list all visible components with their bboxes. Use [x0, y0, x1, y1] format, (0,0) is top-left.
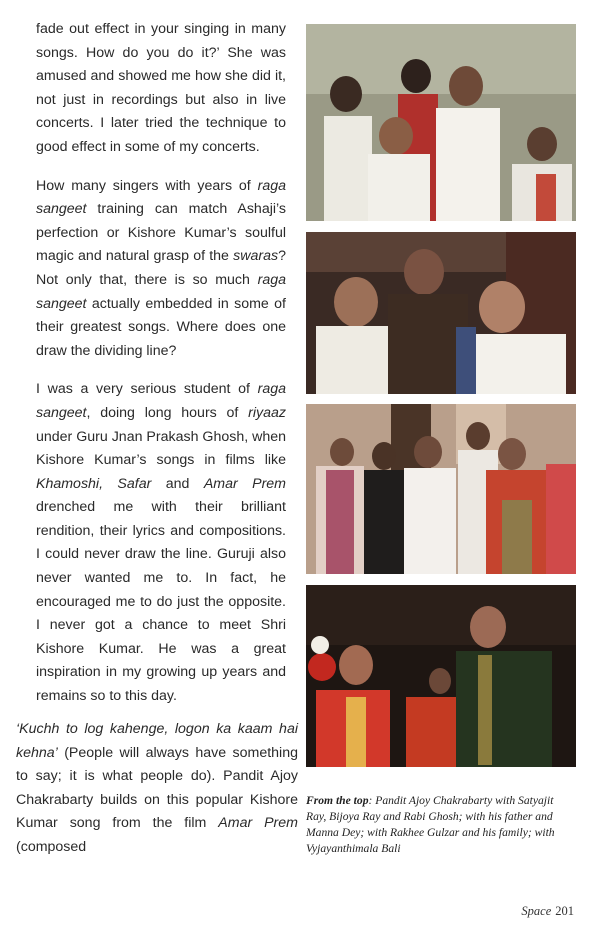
paragraph-4: ‘Kuchh to log kahenge, logon ka kaam hai kehna’ (People will always have something to say; it is what people do). Pandit Ajoy Chakrabarty builds on this popular Kishore Kumar song from the film Amar Prem (composed — [16, 721, 298, 855]
paragraph-1: fade out effect in your singing in many songs. How do you do it?’ She was amused and showed me how she did it, not just in recordings but also in live concerts. I later tried the technique to good effect in some of my concerts. — [36, 21, 286, 155]
caption-lead: From the top — [306, 794, 369, 807]
paragraph-2: How many singers with years of raga sangeet training can match Ashaji’s perfection or Kishore Kumar’s soulful magic and natural grasp of the swaras? Not only that, there is so much raga sangeet actually embedded in some of their greatest songs. Where does one draw the dividing line? — [36, 177, 286, 359]
photo-satyajit-ray-group — [306, 24, 576, 221]
text-column — [36, 18, 286, 724]
paragraph-3: I was a very serious student of raga sangeet, doing long hours of riyaaz under Guru Jnan Prakash Ghosh, when Kishore Kumar’s songs in films like Khamoshi, Safar and Amar Prem drenched me with their brilliant rendition, their lyrics and compositions. I could never draw the line. Guruji also never wanted me to. In fact, he encouraged me to do just the opposite. I never got a chance to meet Shri Kishore Kumar. He was a great inspiration in my growing up years and remains so to this day. — [36, 381, 287, 705]
page-footer — [521, 904, 574, 919]
page-number: 201 — [555, 904, 574, 918]
section-name: Space — [521, 904, 552, 918]
photo-rakhee-gulzar-family — [306, 404, 576, 574]
paragraph-4-wrap — [0, 718, 298, 860]
caption-text: : Pandit Ajoy Chakrabarty with Satyajit Ray, Bijoya Ray and Rabi Ghosh; with his father and Manna Dey; with Rakhee Gulzar and his family; with Vyjayanthimala Bali — [306, 794, 555, 855]
photo-vyjayanthimala-bali — [306, 585, 576, 767]
photo-caption — [306, 793, 576, 857]
photo-father-manna-dey — [306, 232, 576, 394]
